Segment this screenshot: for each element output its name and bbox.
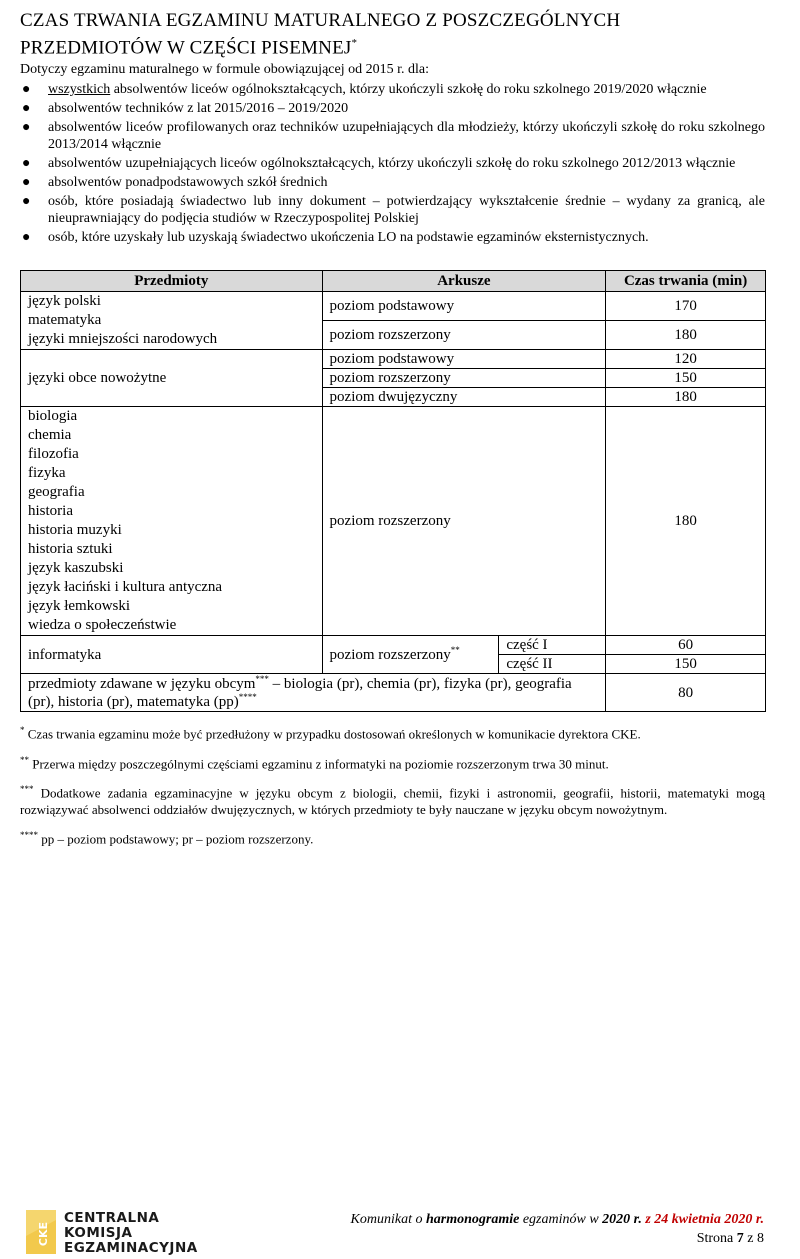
subject-name: chemia xyxy=(28,427,72,444)
footnote xyxy=(20,752,765,772)
footnotes xyxy=(20,722,765,847)
subject-name: filozofia xyxy=(28,446,79,463)
header-sheets: Arkusze xyxy=(322,271,606,292)
page-total: z 8 xyxy=(743,1231,764,1246)
subject-name: fizyka xyxy=(28,465,66,482)
footnote-text: Czas trwania egzaminu może być przedłużony w przypadku dostosowań określonych w komunikacie dyrektora CKE. xyxy=(24,726,641,742)
table-row xyxy=(21,674,766,712)
footnote xyxy=(20,781,765,818)
level-cell: poziom rozszerzony xyxy=(322,369,606,388)
communique-bold: harmonogramie xyxy=(425,1212,520,1227)
subjects-cell xyxy=(21,292,323,350)
footnote xyxy=(20,722,765,742)
footnote-mark: ** xyxy=(20,754,29,765)
list-item xyxy=(20,81,765,98)
communique-label xyxy=(351,1212,764,1228)
list-item-text: absolwentów liceów profilowanych oraz techników uzupełniających dla młodzieży, którzy ukończyli szkołę do roku szkolnego 2013/2014 włącznie xyxy=(48,120,765,153)
level-text: poziom rozszerzony xyxy=(329,646,451,663)
list-item xyxy=(20,193,765,227)
list-item xyxy=(20,174,765,191)
footnote-mark: **** xyxy=(238,691,257,702)
level-cell: poziom rozszerzony xyxy=(322,407,606,636)
cke-logo xyxy=(26,1210,198,1256)
list-item-text: absolwentów liceów ogólnokształcących, którzy ukończyli szkołę do roku szkolnego 2019/2020 włącznie xyxy=(110,82,707,98)
subject-name: historia xyxy=(28,503,73,520)
list-item xyxy=(20,229,765,246)
subject-name: historia sztuki xyxy=(28,541,113,558)
page-current: 7 xyxy=(736,1231,744,1246)
bullet-icon: ● xyxy=(22,120,31,136)
duration-cell: 180 xyxy=(606,407,766,636)
footnote-text: pp – poziom podstawowy; pr – poziom rozszerzony. xyxy=(38,831,314,847)
footnote-mark: *** xyxy=(255,673,269,684)
exam-duration-table xyxy=(20,270,766,712)
table-row xyxy=(21,636,766,655)
list-item-text: absolwentów uzupełniających liceów ogólnokształcących, którzy ukończyli szkołę do roku szkolnego 2012/2013 włącznie xyxy=(48,156,736,172)
bullet-icon: ● xyxy=(22,175,31,191)
cell-text: – biologia (pr), chemia (pr), fizyka (pr), geografia (pr), historia (pr), matematyka (pp) xyxy=(28,675,572,710)
logo-line: CENTRALNA xyxy=(64,1210,160,1226)
duration-cell: 180 xyxy=(606,320,766,350)
duration-cell: 120 xyxy=(606,350,766,369)
eligibility-list xyxy=(20,81,765,246)
footnote xyxy=(20,827,765,847)
subject-name: wiedza o społeczeństwie xyxy=(28,617,177,634)
footnote-text: Przerwa między poszczególnymi częściami egzaminu z informatyki na poziomie rozszerzonym trwa 30 minut. xyxy=(29,755,609,771)
duration-cell: 150 xyxy=(606,655,766,674)
subjects-cell xyxy=(21,674,606,712)
list-item-text: absolwentów techników z lat 2015/2016 – 2019/2020 xyxy=(48,101,349,117)
list-item-text: absolwentów ponadpodstawowych szkół średnich xyxy=(48,175,328,191)
cell-text: przedmioty zdawane w języku obcym xyxy=(28,675,256,692)
subject-cell: informatyka xyxy=(21,636,323,674)
page-footer xyxy=(0,1203,800,1259)
bullet-icon: ● xyxy=(22,82,31,98)
duration-cell: 150 xyxy=(606,369,766,388)
list-item-text: osób, które uzyskały lub uzyskają świadectwo ukończenia LO na podstawie egzaminów eksternistycznych. xyxy=(48,230,649,246)
level-cell: poziom podstawowy xyxy=(322,292,606,320)
list-item xyxy=(20,155,765,172)
table-row xyxy=(21,292,766,320)
bullet-icon: ● xyxy=(22,101,31,117)
footnote-mark: * xyxy=(20,725,25,736)
list-item xyxy=(20,119,765,153)
page-title xyxy=(20,10,765,59)
logo-line: KOMISJA xyxy=(64,1225,133,1241)
subject-name: język łaciński i kultura antyczna xyxy=(28,579,223,596)
intro-text: Dotyczy egzaminu maturalnego w formule obowiązującej od 2015 r. dla: xyxy=(20,62,429,78)
communique-text: Komunikat o xyxy=(350,1212,426,1227)
communique-text: egzaminów w xyxy=(519,1212,603,1227)
communique-year: 2020 r. xyxy=(602,1212,642,1227)
bullet-icon: ● xyxy=(22,156,31,172)
level-cell xyxy=(322,636,499,674)
part-cell: część I xyxy=(499,636,606,655)
logo-wordmark xyxy=(64,1211,198,1256)
title-text: CZAS TRWANIA EGZAMINU MATURALNEGO Z POSZCZEGÓLNYCH PRZEDMIOTÓW W CZĘŚCI PISEMNEJ xyxy=(20,10,621,59)
bullet-icon: ● xyxy=(22,230,31,246)
duration-cell: 80 xyxy=(606,674,766,712)
table-row xyxy=(21,350,766,369)
subject-name: geografia xyxy=(28,484,85,501)
footnote-text: Dodatkowe zadania egzaminacyjne w języku obcym z biologii, chemii, fizyki i astronomii, geografii, historii, matematyki mogą rozwiązywać absolwenci oddziałów dwujęzycznych, w których przedmioty te były nauczane w języku obcym nowożytnym. xyxy=(20,785,765,818)
subject-name: matematyka xyxy=(28,312,102,329)
header-duration: Czas trwania (min) xyxy=(606,271,766,292)
subject-name: historia muzyki xyxy=(28,522,122,539)
subject-name: język polski xyxy=(28,293,101,310)
part-cell: część II xyxy=(499,655,606,674)
subjects-cell xyxy=(21,407,323,636)
title-footnote-mark: * xyxy=(351,37,358,49)
header-subjects: Przedmioty xyxy=(21,271,323,292)
subject-name: języki mniejszości narodowych xyxy=(28,331,218,348)
footnote-mark: **** xyxy=(20,830,38,841)
document-page xyxy=(20,10,765,857)
duration-cell: 60 xyxy=(606,636,766,655)
logo-mark-text: CKE xyxy=(37,1221,50,1247)
bullet-icon: ● xyxy=(22,194,31,210)
page-number xyxy=(697,1231,764,1247)
logo-line: EGZAMINACYJNA xyxy=(64,1240,198,1256)
underlined-word: wszystkich xyxy=(48,82,111,98)
subject-name: biologia xyxy=(28,408,78,425)
level-cell: poziom podstawowy xyxy=(322,350,606,369)
table-row xyxy=(21,407,766,636)
cke-logo-icon xyxy=(26,1210,56,1254)
list-item-text: osób, które posiadają świadectwo lub inny dokument – potwierdzający wykształcenie średnie – wydany za granicą, ale nieuprawniający do podjęcia studiów w Rzeczypospolitej Polskiej xyxy=(48,194,765,227)
page-label: Strona xyxy=(696,1231,737,1246)
duration-cell: 180 xyxy=(606,388,766,407)
duration-cell: 170 xyxy=(606,292,766,320)
subject-name: język kaszubski xyxy=(28,560,124,577)
table-header-row xyxy=(21,271,766,292)
subject-cell: języki obce nowożytne xyxy=(21,350,323,407)
footnote-mark: ** xyxy=(450,644,460,655)
list-item xyxy=(20,100,765,117)
subject-name: język łemkowski xyxy=(28,598,131,615)
communique-date: z 24 kwietnia 2020 r. xyxy=(641,1212,764,1227)
level-cell: poziom dwujęzyczny xyxy=(322,388,606,407)
level-cell: poziom rozszerzony xyxy=(322,320,606,350)
footnote-mark: *** xyxy=(20,783,34,794)
